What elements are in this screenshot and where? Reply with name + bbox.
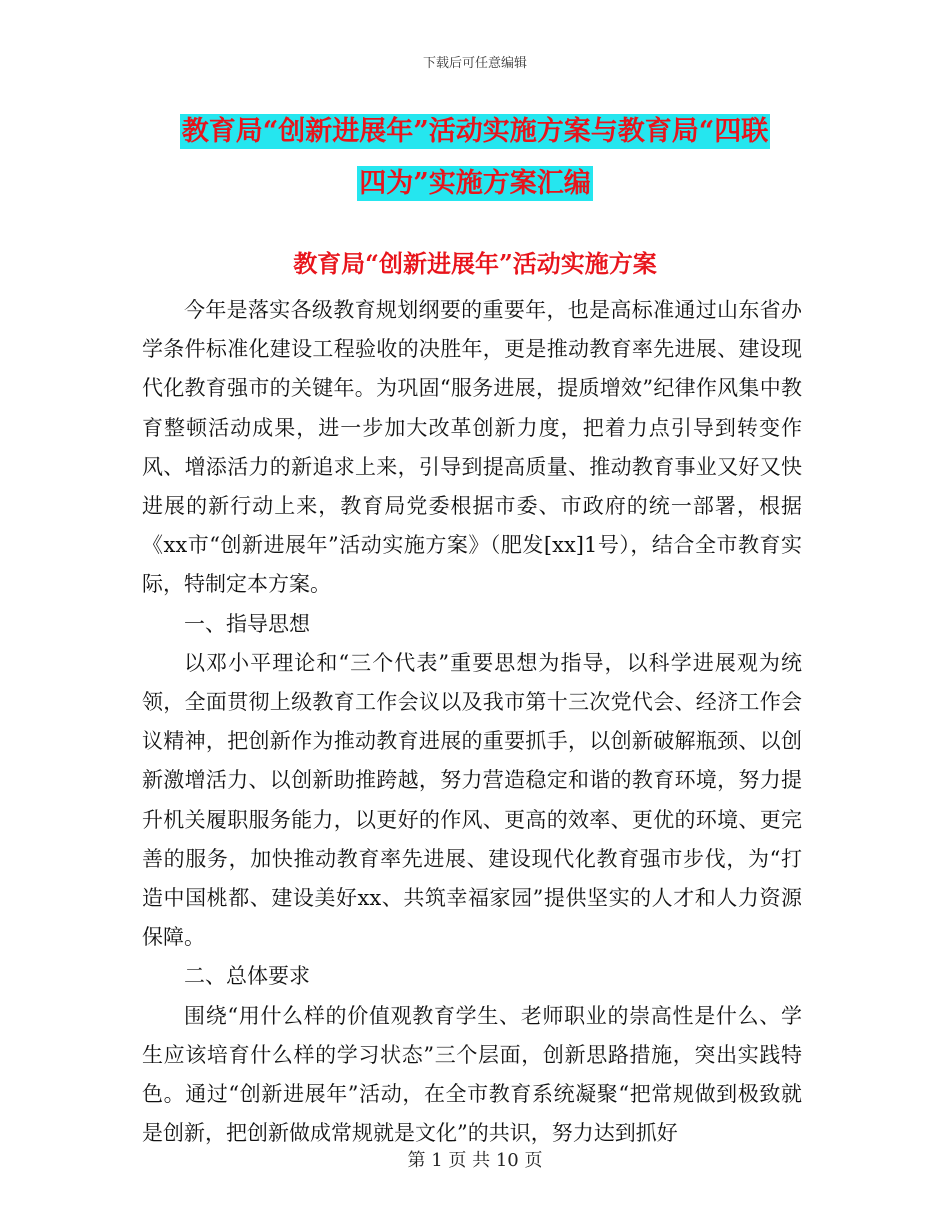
heading-overall-requirements: 二、总体要求 bbox=[184, 964, 310, 989]
paragraph-intro: 今年是落实各级教育规划纲要的重要年，也是高标准通过山东省办学条件标准化建设工程验收的决胜年，更是推动教育率先进展、建设现代化教育强市的关键年。为巩固“服务进展，提质增效”纪律作风集中教育整顿活动成果，进一步加大改革创新力度，把着力点引导到转变作风、增添活力的新追求上来，引导到提高质量、推动教育事业又好又快进展的新行动上来，教育局党委根据市委、市政府的统一部署，根据《xx市“创新进展年”活动实施方案》（肥发[xx]1号），结合全市教育实际，特制定本方案。 bbox=[142, 298, 802, 597]
paragraph-overall-requirements: 围绕“用什么样的价值观教育学生、老师职业的崇高性是什么、学生应该培育什么样的学习状态”三个层面，创新思路措施，突出实践特色。通过“创新进展年”活动，在全市教育系统凝聚“把常规做到极致就是创新，把创新做成常规就是文化”的共识，努力达到抓好 bbox=[142, 1003, 802, 1146]
document-title-line-2: 四为”实施方案汇编 bbox=[359, 168, 591, 199]
header-note: 下载后可任意编辑 bbox=[422, 56, 527, 71]
body-text bbox=[142, 291, 802, 1153]
section-title: 教育局“创新进展年”活动实施方案 bbox=[293, 249, 657, 278]
document-title-line-1: 教育局“创新进展年”活动实施方案与教育局“四联 bbox=[181, 116, 769, 147]
document-title bbox=[140, 106, 810, 210]
heading-guiding-ideology: 一、指导思想 bbox=[184, 611, 310, 636]
page-number: 第 1 页 共 10 页 bbox=[407, 1150, 543, 1171]
paragraph-guiding-ideology: 以邓小平理论和“三个代表”重要思想为指导，以科学进展观为统领，全面贯彻上级教育工作会议以及我市第十三次党代会、经济工作会议精神，把创新作为推动教育进展的重要抓手，以创新破解瓶颈、以创新激增活力、以创新助推跨越，努力营造稳定和谐的教育环境，努力提升机关履职服务能力，以更好的作风、更高的效率、更优的环境、更完善的服务，加快推动教育率先进展、建设现代化教育强市步伐，为“打造中国桃都、建设美好xx、共筑幸福家园”提供坚实的人才和人力资源保障。 bbox=[142, 650, 802, 950]
